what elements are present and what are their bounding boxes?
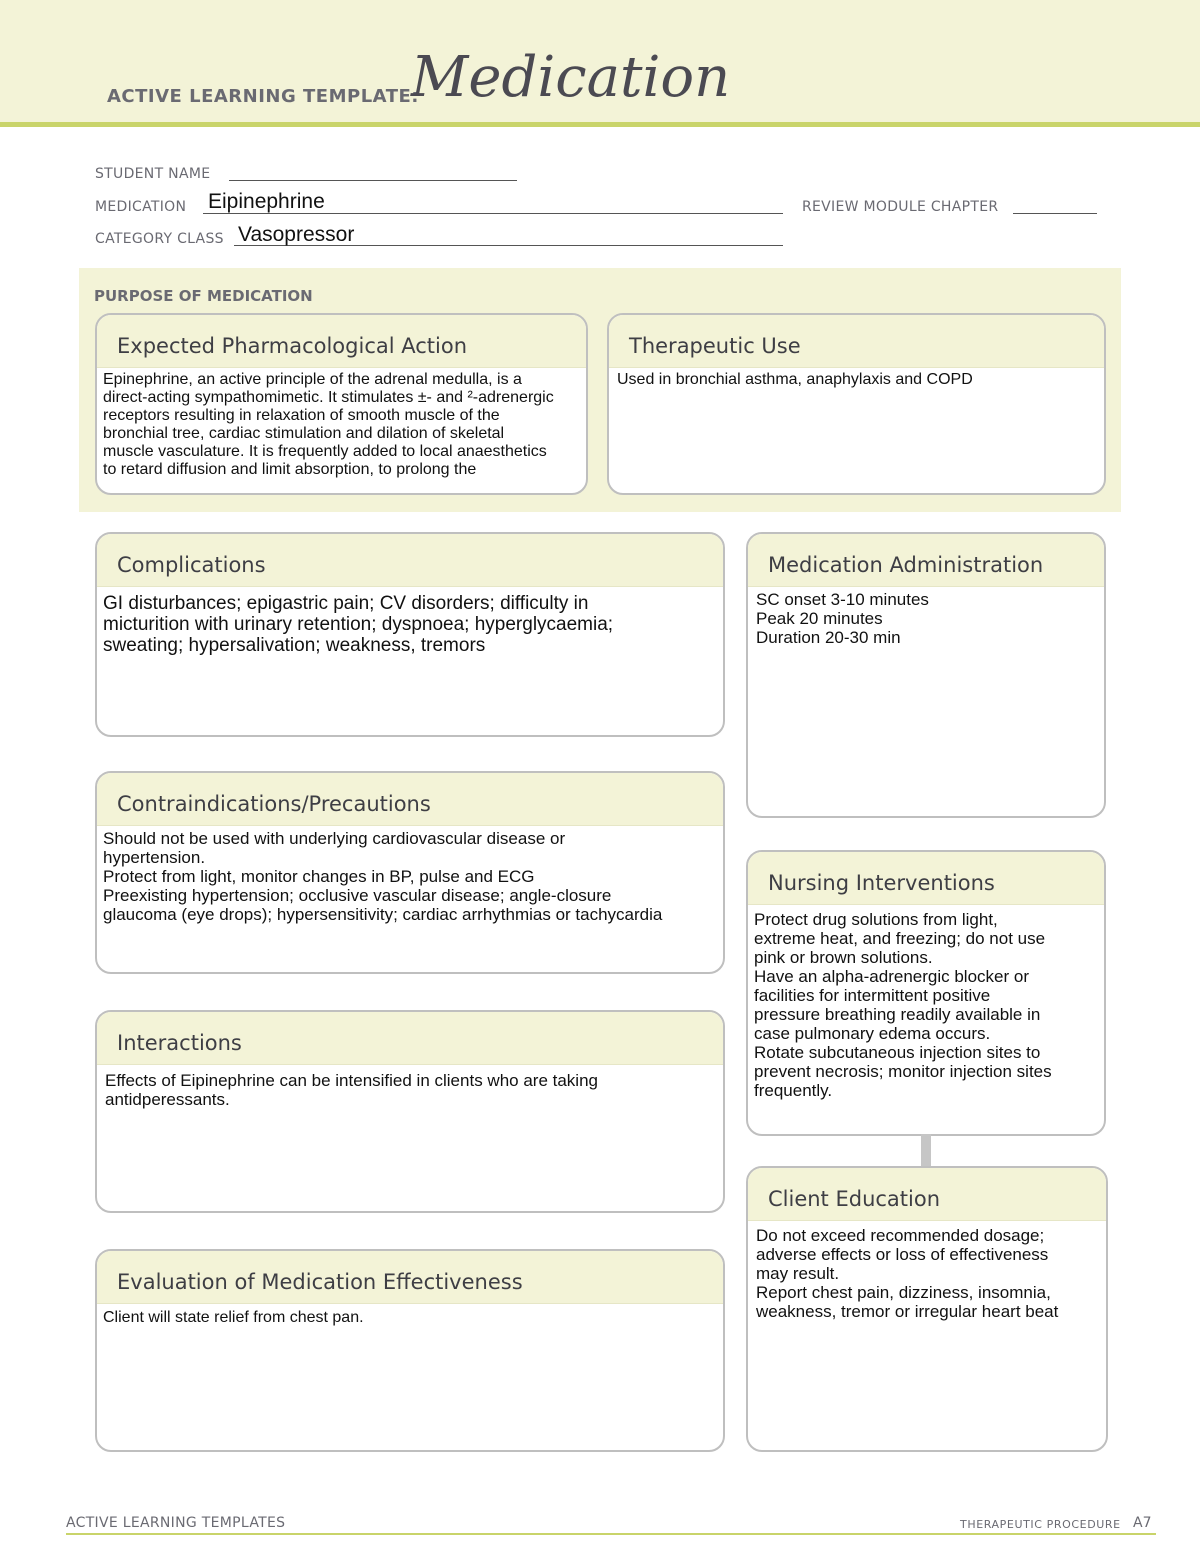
student-name-line xyxy=(229,180,517,181)
category-class-field[interactable]: Vasopressor xyxy=(238,223,355,246)
footer-right: THERAPEUTIC PROCEDURE xyxy=(960,1518,1121,1531)
category-class-label: CATEGORY CLASS xyxy=(95,231,224,247)
expected-action-text[interactable]: Epinephrine, an active principle of the adrenal medulla, is a direct-acting sympathomimetic. It stimulates ±- and ²-adrenergic receptors resulting in relaxation of smooth muscle of the bronchial tree, cardiac stimulation and dilation of skeletal muscle vasculature. It is frequently added to local anaesthetics to retard diffusion and limit absorption, to prolong the xyxy=(103,371,554,478)
medication-label: MEDICATION xyxy=(95,199,187,215)
expected-action-box xyxy=(95,313,588,495)
therapeutic-use-box xyxy=(607,313,1106,495)
complications-box xyxy=(95,532,725,737)
footer-page-number: A7 xyxy=(1133,1515,1152,1531)
contraindications-text[interactable]: Should not be used with underlying cardiovascular disease or hypertension. Protect from light, monitor changes in BP, pulse and ECG Preexisting hypertension; occlusive vascular disease; angle-closure glaucoma (eye drops); hypersensitivity; cardiac arrhythmias or tachycardia xyxy=(103,829,663,924)
client-education-title: Client Education xyxy=(748,1168,1106,1221)
complications-text[interactable]: GI disturbances; epigastric pain; CV disorders; difficulty in micturition with urinary retention; dyspnoea; hyperglycaemia; sweating; hypersalivation; weakness, tremors xyxy=(103,593,614,656)
complications-title: Complications xyxy=(97,534,723,587)
interactions-box xyxy=(95,1010,725,1213)
interactions-text[interactable]: Effects of Eipinephrine can be intensified in clients who are taking antidperessants. xyxy=(105,1071,598,1109)
purpose-label: PURPOSE OF MEDICATION xyxy=(94,287,313,305)
student-name-label: STUDENT NAME xyxy=(95,166,211,182)
medication-field[interactable]: Eipinephrine xyxy=(208,190,325,213)
nursing-interventions-box xyxy=(746,850,1106,1136)
evaluation-title: Evaluation of Medication Effectiveness xyxy=(97,1251,723,1304)
expected-action-title: Expected Pharmacological Action xyxy=(97,315,586,368)
medication-administration-text[interactable]: SC onset 3-10 minutes Peak 20 minutes Duration 20-30 min xyxy=(756,590,929,647)
therapeutic-use-text[interactable]: Used in bronchial asthma, anaphylaxis and COPD xyxy=(617,371,973,388)
therapeutic-use-title: Therapeutic Use xyxy=(609,315,1104,368)
nursing-interventions-text[interactable]: Protect drug solutions from light, extreme heat, and freezing; do not use pink or brown solutions. Have an alpha-adrenergic blocker or facilities for intermittent positive pressure breathing readily available in case pulmonary edema occurs. Rotate subcutaneous injection sites to prevent necrosis; monitor injection sites frequently. xyxy=(754,910,1052,1100)
contraindications-title: Contraindications/Precautions xyxy=(97,773,723,826)
client-education-box xyxy=(746,1166,1108,1452)
template-label: ACTIVE LEARNING TEMPLATE: xyxy=(107,86,419,107)
footer-rule xyxy=(66,1533,1156,1535)
review-module-line xyxy=(1013,213,1097,214)
review-module-label: REVIEW MODULE CHAPTER xyxy=(802,199,999,215)
contraindications-box xyxy=(95,771,725,974)
evaluation-text[interactable]: Client will state relief from chest pan. xyxy=(103,1309,364,1326)
client-education-text[interactable]: Do not exceed recommended dosage; adverse effects or loss of effectiveness may result. Report chest pain, dizziness, insomnia, weakness, tremor or irregular heart beat xyxy=(756,1226,1059,1321)
template-title: Medication xyxy=(411,45,731,110)
connector-line xyxy=(921,1134,931,1166)
medication-administration-box xyxy=(746,532,1106,818)
footer-left: ACTIVE LEARNING TEMPLATES xyxy=(66,1515,286,1531)
medication-administration-title: Medication Administration xyxy=(748,534,1104,587)
interactions-title: Interactions xyxy=(97,1012,723,1065)
medication-line xyxy=(203,213,783,214)
header-rule xyxy=(0,122,1200,127)
evaluation-box xyxy=(95,1249,725,1452)
nursing-interventions-title: Nursing Interventions xyxy=(748,852,1104,905)
